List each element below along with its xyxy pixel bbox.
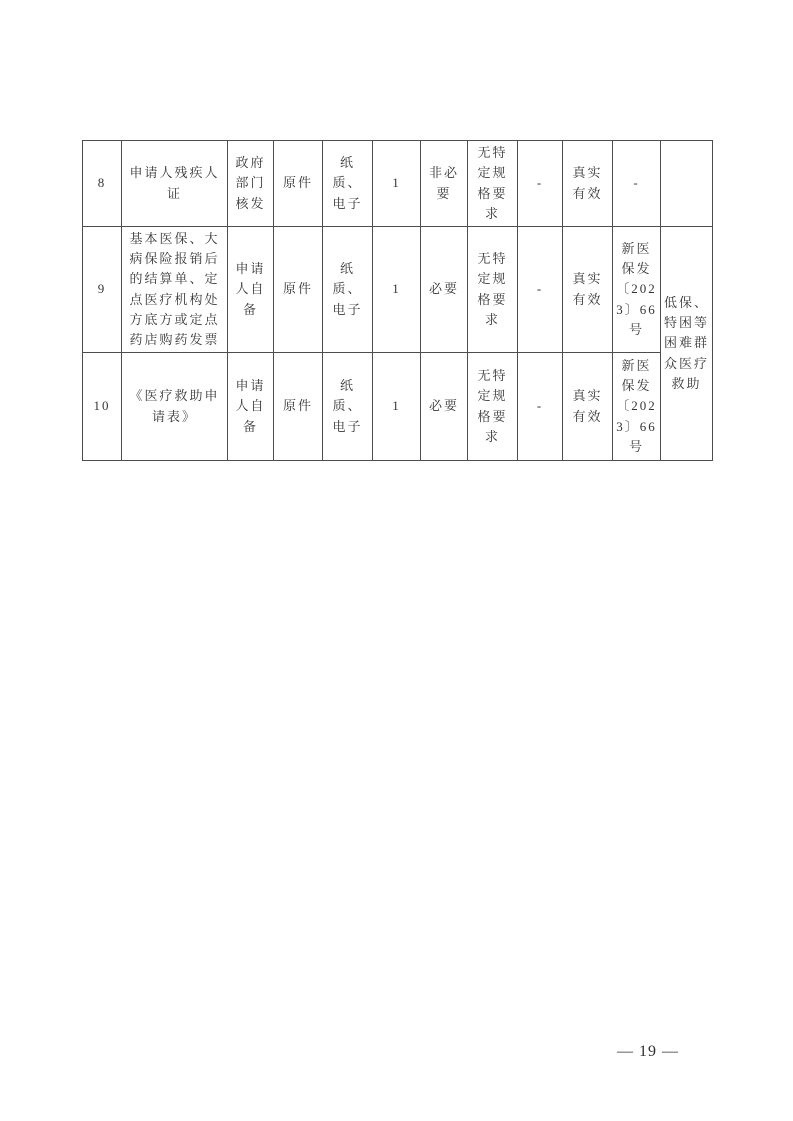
cell-validity: 真实有效 bbox=[563, 227, 613, 353]
cell-necessity: 必要 bbox=[421, 227, 468, 353]
cell-material: 基本医保、大病保险报销后的结算单、定点医疗机构处方底方或定点药店购药发票 bbox=[122, 227, 228, 353]
cell-material: 申请人残疾人证 bbox=[122, 141, 228, 227]
cell-seq: 8 bbox=[83, 141, 122, 227]
materials-table bbox=[82, 140, 713, 461]
cell-col9: - bbox=[518, 141, 563, 227]
table-row bbox=[83, 141, 713, 227]
cell-quantity: 1 bbox=[373, 353, 421, 461]
cell-necessity: 必要 bbox=[421, 353, 468, 461]
cell-form: 原件 bbox=[274, 353, 323, 461]
cell-medium: 纸质、电子 bbox=[323, 227, 373, 353]
cell-validity: 真实有效 bbox=[563, 141, 613, 227]
cell-form: 原件 bbox=[274, 227, 323, 353]
cell-source: 政府部门核发 bbox=[228, 141, 274, 227]
cell-medium: 纸质、电子 bbox=[323, 353, 373, 461]
cell-basis: 新医保发〔2023〕66号 bbox=[613, 227, 661, 353]
table-row bbox=[83, 227, 713, 353]
cell-material: 《医疗救助申请表》 bbox=[122, 353, 228, 461]
cell-spec: 无特定规格要求 bbox=[468, 227, 518, 353]
cell-quantity: 1 bbox=[373, 141, 421, 227]
table-row bbox=[83, 353, 713, 461]
cell-basis: 新医保发〔2023〕66号 bbox=[613, 353, 661, 461]
cell-source: 申请人自备 bbox=[228, 227, 274, 353]
cell-remark bbox=[661, 141, 713, 227]
cell-seq: 10 bbox=[83, 353, 122, 461]
cell-remark-merged: 低保、特困等困难群众医疗救助 bbox=[661, 227, 713, 461]
cell-source: 申请人自备 bbox=[228, 353, 274, 461]
cell-spec: 无特定规格要求 bbox=[468, 141, 518, 227]
cell-col9: - bbox=[518, 353, 563, 461]
cell-validity: 真实有效 bbox=[563, 353, 613, 461]
cell-basis: - bbox=[613, 141, 661, 227]
cell-necessity: 非必要 bbox=[421, 141, 468, 227]
cell-quantity: 1 bbox=[373, 227, 421, 353]
cell-form: 原件 bbox=[274, 141, 323, 227]
cell-seq: 9 bbox=[83, 227, 122, 353]
cell-col9: - bbox=[518, 227, 563, 353]
cell-spec: 无特定规格要求 bbox=[468, 353, 518, 461]
cell-medium: 纸质、电子 bbox=[323, 141, 373, 227]
page-number: — 19 — bbox=[617, 1043, 679, 1060]
